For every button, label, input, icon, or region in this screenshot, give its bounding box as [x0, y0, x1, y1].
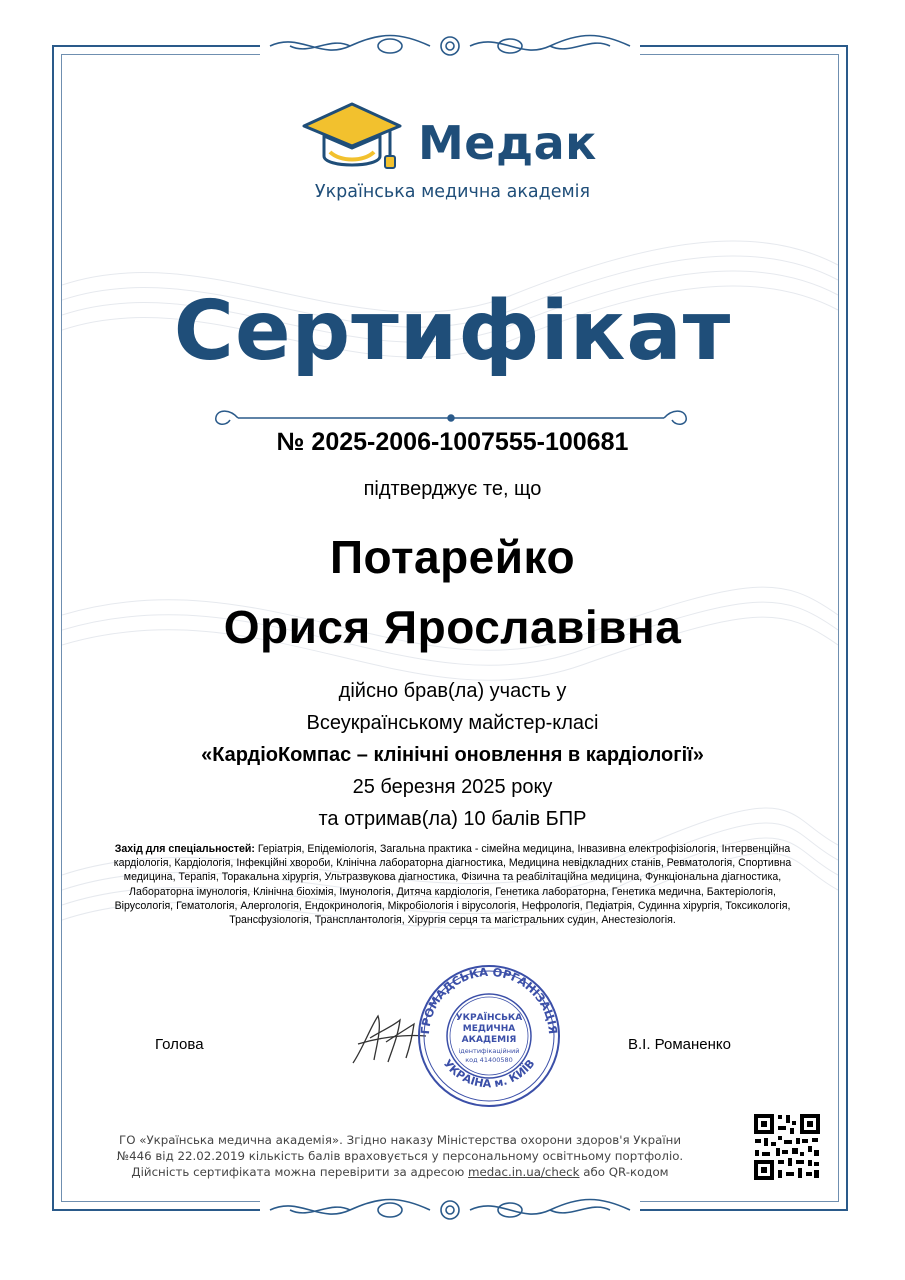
footer-line-1: ГО «Українська медична академія». Згідно наказу Міністерства охорони здоров'я України: [119, 1133, 681, 1147]
recipient-given-names: Орися Ярославівна: [223, 601, 682, 653]
bottom-ornament: [260, 1192, 640, 1228]
footer-line-3: [100, 1164, 700, 1180]
brand-tagline: Українська медична академія: [314, 182, 591, 202]
certificate-title: Сертифікат: [173, 284, 732, 379]
footer-line-2: №446 від 22.02.2019 кількість балів враховується у персональному освітньому портфоліо.: [116, 1149, 684, 1163]
footer-verify-suffix: або QR-кодом: [579, 1165, 669, 1179]
recipient-surname: Потарейко: [329, 531, 576, 583]
footer-verify-prefix: Дійсність сертифіката можна перевірити за адресою: [131, 1165, 469, 1179]
certificate-number: № 2025-2006-1007555-100681: [276, 428, 629, 456]
event-title: «КардіоКомпас – клінічні оновлення в кардіології»: [201, 744, 704, 766]
points-text: та отримав(ла) 10 балів БПР: [318, 808, 587, 830]
head-title: Голова: [155, 1036, 204, 1053]
head-name: В.І. Романенко: [628, 1036, 732, 1053]
graduation-cap-icon: [300, 100, 405, 178]
footer-note: [100, 1132, 700, 1180]
seal-inner-line2: МЕДИЧНА: [462, 1024, 516, 1034]
verify-link[interactable]: medac.in.ua/check: [468, 1165, 580, 1179]
seal-inner-line5: код 41400580: [465, 1056, 513, 1064]
specialties-block: [100, 842, 805, 927]
seal-inner-line3: АКАДЕМІЯ: [461, 1035, 517, 1045]
organization-seal: [407, 962, 571, 1110]
event-date: 25 березня 2025 року: [352, 776, 553, 798]
seal-outer-bottom: УКРАЇНА м. КИЇВ: [440, 1057, 538, 1091]
seal-inner-line4: ідентифікаційний: [458, 1047, 520, 1055]
specialties-list: Геріатрія, Епідеміологія, Загальна практика - сімейна медицина, Інвазивна електрофізіологія, Інтервенційна кардіологія, Кардіологія, Інфекційні хвороби, Клінічна лабораторна діагностика, Медицина невідкладних станів, Ревматологія, Спортивна медицина, Терапія, Торакальна хірургія, Ультразвукова діагностика, Фізична та реабілітаційна медицина, Функціональна діагностика, Лабораторна імунологія, Клінічна біохімія, Імунологія, Дитяча кардіологія, Генетика лабораторна, Генетика медична, Бактеріологія, Вірусологія, Гематологія, Алергологія, Ендокринологія, Мікробіологія і вірусологія, Нефрологія, Педіатрія, Судинна хірургія, Токсикологія, Трансфузіологія, Трансплантологія, Хірургія серця та магістральних судин, Анестезіологія.: [113, 843, 792, 927]
participation-text: дійсно брав(ла) участь у: [338, 680, 567, 702]
confirms-text: підтверджує те, що: [363, 478, 542, 500]
specialties-label: Захід для спеціальностей:: [114, 843, 255, 855]
seal-outer-top: ГРОМАДСЬКА ОРГАНІЗАЦІЯ: [417, 964, 561, 1035]
qr-code-icon[interactable]: [752, 1112, 822, 1182]
event-type: Всеукраїнському майстер-класі: [306, 712, 599, 734]
top-ornament: [260, 28, 640, 64]
seal-inner-line1: УКРАЇНСЬКА: [455, 1013, 523, 1023]
brand-name: Медак: [418, 116, 597, 170]
